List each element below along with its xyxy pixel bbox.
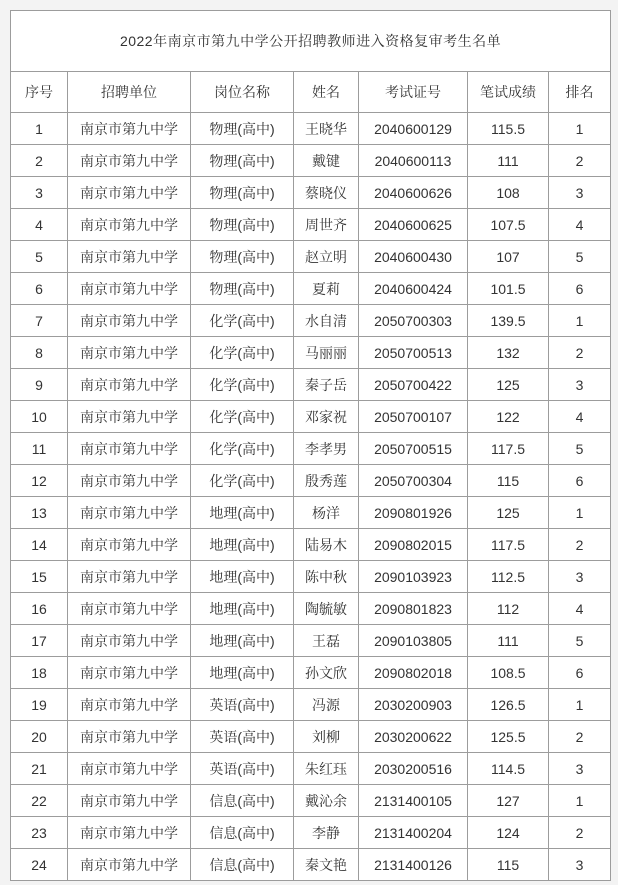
table-row [11, 241, 611, 273]
table-row [11, 465, 611, 497]
column-header-position: 岗位名称 [191, 72, 294, 113]
column-header-no: 序号 [11, 72, 68, 113]
cell-position: 信息(高中) [191, 785, 294, 817]
cell-no: 12 [11, 465, 68, 497]
cell-unit: 南京市第九中学 [68, 145, 191, 177]
cell-name: 李孝男 [294, 433, 359, 465]
column-header-name: 姓名 [294, 72, 359, 113]
cell-score: 107.5 [468, 209, 549, 241]
cell-rank: 4 [549, 401, 611, 433]
cell-position: 化学(高中) [191, 465, 294, 497]
cell-score: 115 [468, 465, 549, 497]
cell-exam-id: 2040600430 [359, 241, 468, 273]
cell-name: 夏莉 [294, 273, 359, 305]
cell-position: 信息(高中) [191, 849, 294, 881]
cell-name: 邓家祝 [294, 401, 359, 433]
table-row [11, 145, 611, 177]
cell-score: 125 [468, 497, 549, 529]
cell-score: 114.5 [468, 753, 549, 785]
cell-score: 117.5 [468, 529, 549, 561]
cell-unit: 南京市第九中学 [68, 561, 191, 593]
table-row [11, 209, 611, 241]
cell-unit: 南京市第九中学 [68, 849, 191, 881]
cell-rank: 3 [549, 753, 611, 785]
table-row [11, 401, 611, 433]
cell-rank: 2 [549, 529, 611, 561]
cell-unit: 南京市第九中学 [68, 689, 191, 721]
table-row [11, 753, 611, 785]
cell-unit: 南京市第九中学 [68, 433, 191, 465]
cell-rank: 6 [549, 273, 611, 305]
cell-score: 126.5 [468, 689, 549, 721]
cell-rank: 1 [549, 785, 611, 817]
cell-name: 秦子岳 [294, 369, 359, 401]
cell-no: 5 [11, 241, 68, 273]
cell-name: 陈中秋 [294, 561, 359, 593]
cell-no: 9 [11, 369, 68, 401]
cell-name: 王晓华 [294, 113, 359, 145]
candidate-roster-table [10, 10, 611, 881]
cell-unit: 南京市第九中学 [68, 753, 191, 785]
cell-no: 21 [11, 753, 68, 785]
cell-no: 6 [11, 273, 68, 305]
cell-no: 13 [11, 497, 68, 529]
cell-no: 14 [11, 529, 68, 561]
cell-unit: 南京市第九中学 [68, 817, 191, 849]
cell-no: 8 [11, 337, 68, 369]
cell-rank: 2 [549, 145, 611, 177]
table-row [11, 657, 611, 689]
cell-name: 李静 [294, 817, 359, 849]
cell-position: 地理(高中) [191, 625, 294, 657]
cell-no: 24 [11, 849, 68, 881]
cell-exam-id: 2050700513 [359, 337, 468, 369]
cell-unit: 南京市第九中学 [68, 465, 191, 497]
cell-unit: 南京市第九中学 [68, 657, 191, 689]
cell-name: 朱红珏 [294, 753, 359, 785]
cell-no: 3 [11, 177, 68, 209]
cell-no: 17 [11, 625, 68, 657]
cell-unit: 南京市第九中学 [68, 113, 191, 145]
cell-rank: 3 [549, 849, 611, 881]
cell-position: 地理(高中) [191, 657, 294, 689]
cell-unit: 南京市第九中学 [68, 337, 191, 369]
cell-no: 11 [11, 433, 68, 465]
table-row [11, 113, 611, 145]
cell-exam-id: 2090801926 [359, 497, 468, 529]
cell-position: 物理(高中) [191, 177, 294, 209]
table-row [11, 785, 611, 817]
cell-exam-id: 2090802018 [359, 657, 468, 689]
cell-score: 112 [468, 593, 549, 625]
cell-rank: 3 [549, 369, 611, 401]
header-row [11, 72, 611, 113]
cell-unit: 南京市第九中学 [68, 273, 191, 305]
cell-score: 108 [468, 177, 549, 209]
cell-exam-id: 2040600424 [359, 273, 468, 305]
table-row [11, 433, 611, 465]
title-row [11, 11, 611, 72]
table-row [11, 561, 611, 593]
cell-rank: 6 [549, 657, 611, 689]
cell-score: 115 [468, 849, 549, 881]
cell-name: 马丽丽 [294, 337, 359, 369]
column-header-rank: 排名 [549, 72, 611, 113]
cell-score: 111 [468, 625, 549, 657]
cell-position: 物理(高中) [191, 241, 294, 273]
cell-no: 10 [11, 401, 68, 433]
cell-unit: 南京市第九中学 [68, 241, 191, 273]
cell-exam-id: 2090103805 [359, 625, 468, 657]
cell-exam-id: 2030200903 [359, 689, 468, 721]
cell-score: 117.5 [468, 433, 549, 465]
cell-exam-id: 2050700107 [359, 401, 468, 433]
table-row [11, 721, 611, 753]
cell-score: 139.5 [468, 305, 549, 337]
cell-position: 化学(高中) [191, 369, 294, 401]
cell-exam-id: 2131400204 [359, 817, 468, 849]
cell-position: 化学(高中) [191, 305, 294, 337]
cell-position: 物理(高中) [191, 209, 294, 241]
table-row [11, 177, 611, 209]
table-row [11, 305, 611, 337]
cell-no: 16 [11, 593, 68, 625]
table-row [11, 593, 611, 625]
cell-name: 戴键 [294, 145, 359, 177]
cell-unit: 南京市第九中学 [68, 625, 191, 657]
cell-rank: 6 [549, 465, 611, 497]
cell-exam-id: 2030200622 [359, 721, 468, 753]
cell-score: 122 [468, 401, 549, 433]
cell-name: 殷秀莲 [294, 465, 359, 497]
cell-rank: 3 [549, 177, 611, 209]
cell-name: 王磊 [294, 625, 359, 657]
cell-name: 冯源 [294, 689, 359, 721]
cell-rank: 4 [549, 209, 611, 241]
cell-exam-id: 2040600129 [359, 113, 468, 145]
cell-no: 20 [11, 721, 68, 753]
table-row [11, 849, 611, 881]
cell-no: 1 [11, 113, 68, 145]
cell-position: 物理(高中) [191, 273, 294, 305]
cell-unit: 南京市第九中学 [68, 305, 191, 337]
cell-position: 地理(高中) [191, 561, 294, 593]
cell-unit: 南京市第九中学 [68, 401, 191, 433]
cell-exam-id: 2040600626 [359, 177, 468, 209]
table-row [11, 625, 611, 657]
cell-exam-id: 2090801823 [359, 593, 468, 625]
cell-no: 18 [11, 657, 68, 689]
cell-unit: 南京市第九中学 [68, 529, 191, 561]
cell-position: 物理(高中) [191, 145, 294, 177]
cell-name: 水自清 [294, 305, 359, 337]
cell-rank: 5 [549, 433, 611, 465]
table-row [11, 369, 611, 401]
cell-score: 107 [468, 241, 549, 273]
cell-position: 化学(高中) [191, 337, 294, 369]
cell-score: 127 [468, 785, 549, 817]
cell-name: 戴沁余 [294, 785, 359, 817]
cell-position: 地理(高中) [191, 529, 294, 561]
cell-no: 23 [11, 817, 68, 849]
cell-exam-id: 2040600625 [359, 209, 468, 241]
cell-exam-id: 2090103923 [359, 561, 468, 593]
cell-unit: 南京市第九中学 [68, 593, 191, 625]
cell-position: 化学(高中) [191, 433, 294, 465]
cell-name: 陶毓敏 [294, 593, 359, 625]
cell-score: 101.5 [468, 273, 549, 305]
cell-position: 化学(高中) [191, 401, 294, 433]
cell-position: 英语(高中) [191, 689, 294, 721]
table-row [11, 273, 611, 305]
cell-rank: 3 [549, 561, 611, 593]
cell-rank: 5 [549, 241, 611, 273]
cell-score: 125 [468, 369, 549, 401]
cell-rank: 1 [549, 497, 611, 529]
column-header-unit: 招聘单位 [68, 72, 191, 113]
cell-rank: 2 [549, 721, 611, 753]
cell-name: 秦文艳 [294, 849, 359, 881]
cell-rank: 1 [549, 689, 611, 721]
cell-rank: 2 [549, 337, 611, 369]
column-header-score: 笔试成绩 [468, 72, 549, 113]
cell-score: 111 [468, 145, 549, 177]
cell-rank: 1 [549, 113, 611, 145]
cell-unit: 南京市第九中学 [68, 497, 191, 529]
cell-rank: 2 [549, 817, 611, 849]
cell-position: 地理(高中) [191, 593, 294, 625]
column-header-exam-id: 考试证号 [359, 72, 468, 113]
table-row [11, 529, 611, 561]
cell-unit: 南京市第九中学 [68, 177, 191, 209]
cell-exam-id: 2131400126 [359, 849, 468, 881]
cell-no: 2 [11, 145, 68, 177]
cell-exam-id: 2050700515 [359, 433, 468, 465]
cell-position: 地理(高中) [191, 497, 294, 529]
cell-name: 赵立明 [294, 241, 359, 273]
cell-rank: 1 [549, 305, 611, 337]
cell-no: 19 [11, 689, 68, 721]
cell-unit: 南京市第九中学 [68, 785, 191, 817]
cell-no: 22 [11, 785, 68, 817]
cell-score: 112.5 [468, 561, 549, 593]
cell-name: 蔡晓仪 [294, 177, 359, 209]
table-row [11, 497, 611, 529]
cell-name: 杨洋 [294, 497, 359, 529]
cell-exam-id: 2050700304 [359, 465, 468, 497]
table-row [11, 337, 611, 369]
cell-exam-id: 2050700422 [359, 369, 468, 401]
cell-rank: 5 [549, 625, 611, 657]
table-row [11, 817, 611, 849]
cell-score: 132 [468, 337, 549, 369]
cell-score: 125.5 [468, 721, 549, 753]
cell-position: 英语(高中) [191, 721, 294, 753]
page-title: 2022年南京市第九中学公开招聘教师进入资格复审考生名单 [11, 11, 611, 72]
table-row [11, 689, 611, 721]
cell-exam-id: 2090802015 [359, 529, 468, 561]
cell-unit: 南京市第九中学 [68, 209, 191, 241]
cell-name: 周世齐 [294, 209, 359, 241]
cell-position: 信息(高中) [191, 817, 294, 849]
cell-exam-id: 2050700303 [359, 305, 468, 337]
cell-name: 刘柳 [294, 721, 359, 753]
cell-exam-id: 2040600113 [359, 145, 468, 177]
cell-unit: 南京市第九中学 [68, 721, 191, 753]
cell-position: 英语(高中) [191, 753, 294, 785]
cell-unit: 南京市第九中学 [68, 369, 191, 401]
cell-exam-id: 2030200516 [359, 753, 468, 785]
cell-rank: 4 [549, 593, 611, 625]
table-body [11, 113, 611, 881]
cell-exam-id: 2131400105 [359, 785, 468, 817]
cell-no: 7 [11, 305, 68, 337]
cell-name: 陆易木 [294, 529, 359, 561]
cell-score: 115.5 [468, 113, 549, 145]
cell-score: 124 [468, 817, 549, 849]
cell-name: 孙文欣 [294, 657, 359, 689]
cell-no: 15 [11, 561, 68, 593]
cell-score: 108.5 [468, 657, 549, 689]
cell-position: 物理(高中) [191, 113, 294, 145]
cell-no: 4 [11, 209, 68, 241]
